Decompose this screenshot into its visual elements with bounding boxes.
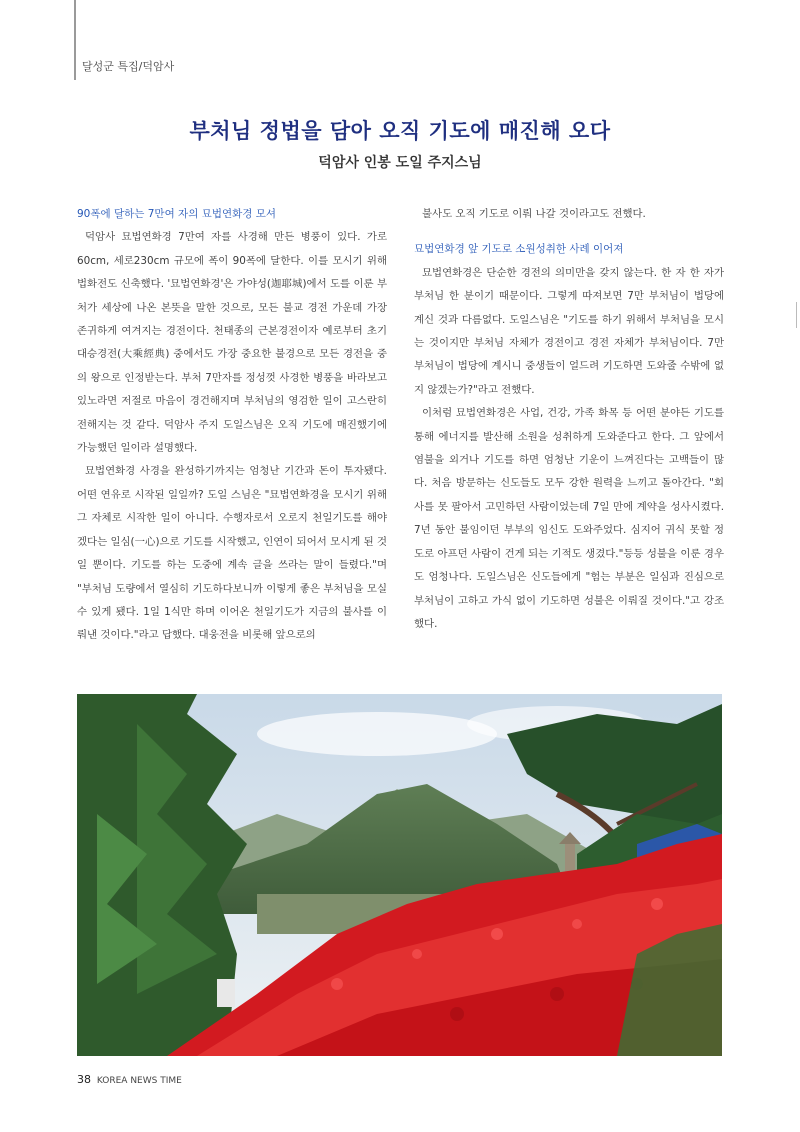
right-heading: 묘법연화경 앞 기도로 소원성취한 사례 이어져 (414, 243, 624, 256)
right-column (414, 203, 724, 636)
section-label: 달성군 특집/덕암사 (82, 60, 175, 73)
edge-mark (796, 302, 800, 328)
article-title: 부처님 정법을 담아 오직 기도에 매진해 오다 (189, 119, 611, 143)
right-continuation: 불사도 오직 기도로 이뤄 나갈 것이라고도 전했다. (422, 208, 646, 220)
left-column (77, 203, 387, 648)
left-paragraph-2: 묘법연화경 사경을 완성하기까지는 엄청난 기간과 돈이 투자됐다. 어떤 연유로 시작된 일일까? 도일 스님은 "묘법연화경을 모시기 위해 그 자체로 시작한 일이 아니다. 수행자로서 오로지 천일기도를 해야겠다는 일심(一心)으로 기도를 시작했고, 인연이 되어서 모시게 된 것일 뿐이다. 기도를 하는 도중에 계속 글을 쓰라는 말이 들렸다."며 "부처님 도량에서 열심히 기도하다보니까 이렇게 좋은 부처님을 모실 수 있게 됐다. 1일 1식만 하며 이어온 천일기도가 지금의 불사를 이뤄낸 것이다."라고 답했다. 대웅전을 비롯해 앞으로의 (77, 465, 387, 642)
right-paragraph-2: 이처럼 묘법연화경은 사업, 건강, 가족 화목 등 어떤 분야든 기도를 통해 에너지를 발산해 소원을 성취하게 도와준다고 한다. 그 앞에서 염불을 외거나 기도를 하면 엄청난 기운이 느껴진다는 고백들이 많다. 처음 방문하는 신도들도 모두 강한 원력을 느끼고 돌아간다. "회사를 못 팔아서 고민하던 사람이었는데 7일 만에 계약을 성사시켰다. 7년 동안 불임이던 부부의 임신도 도와주었다. 심지어 귀식 못할 정도로 아프던 사람이 건게 되는 기적도 생겼다."등등 성불을 이룬 경우도 엄청나다. 도일스님은 신도들에게 "험는 부분은 일심과 진심으로 부처님이 고하고 가식 없이 기도하면 성불은 이뤄질 것이다."고 강조했다. (414, 407, 724, 630)
page-footer (77, 1073, 182, 1086)
right-paragraph-1: 묘법연화경은 단순한 경전의 의미만을 갖지 않는다. 한 자 한 자가 부처님 한 분이기 때문이다. 그렇게 따져보면 7만 부처님이 법당에 계신 것과 다름없다. 도일스님은 "기도를 하기 위해서 부처님을 모시는 것이지만 부처님 자체가 경전이고 경전 자체가 부처님이다. 7만 부처님이 법당에 계시니 중생들이 얼드려 기도하면 도와줄 수밖에 없지 않겠는가?"라고 전했다. (414, 266, 724, 396)
publication-name: KOREA NEWS TIME (96, 1076, 182, 1086)
left-paragraph-1: 덕암사 묘법연화경 7만여 자를 사경해 만든 병풍이 있다. 가로 60cm, 세로230cm 규모에 폭이 90폭에 달한다. 이를 모시기 위해 법화전도 신축했다. '묘법연화경'은 가야성(迦耶城)에서 도를 이룬 부처가 세상에 나온 본뜻을 말한 것으로, 모든 불교 경전 가운데 가장 존귀하게 여겨지는 경전이다. 천태종의 근본경전이자 예로부터 초기 대승경전(大乘經典) 중에서도 가장 중요한 불경으로 모든 경전을 중의 왕으로 인정받는다. 부처 7만자를 정성껏 사경한 병풍을 바라보고 있노라면 저절로 마음이 경건해지며 부처님의 영검한 일이 고스란히 전해지는 것 같다. 덕암사 주지 도일스님은 오직 기도에 매진했기에 가능했던 일이라 설명했다. (77, 231, 387, 455)
temple-landscape-photo (77, 694, 722, 1056)
header-rule (74, 0, 76, 80)
article-subtitle: 덕암사 인봉 도일 주지스님 (318, 155, 482, 171)
left-heading: 90폭에 달하는 7만여 자의 묘법연화경 모셔 (77, 208, 277, 220)
page-number: 38 (77, 1073, 91, 1086)
